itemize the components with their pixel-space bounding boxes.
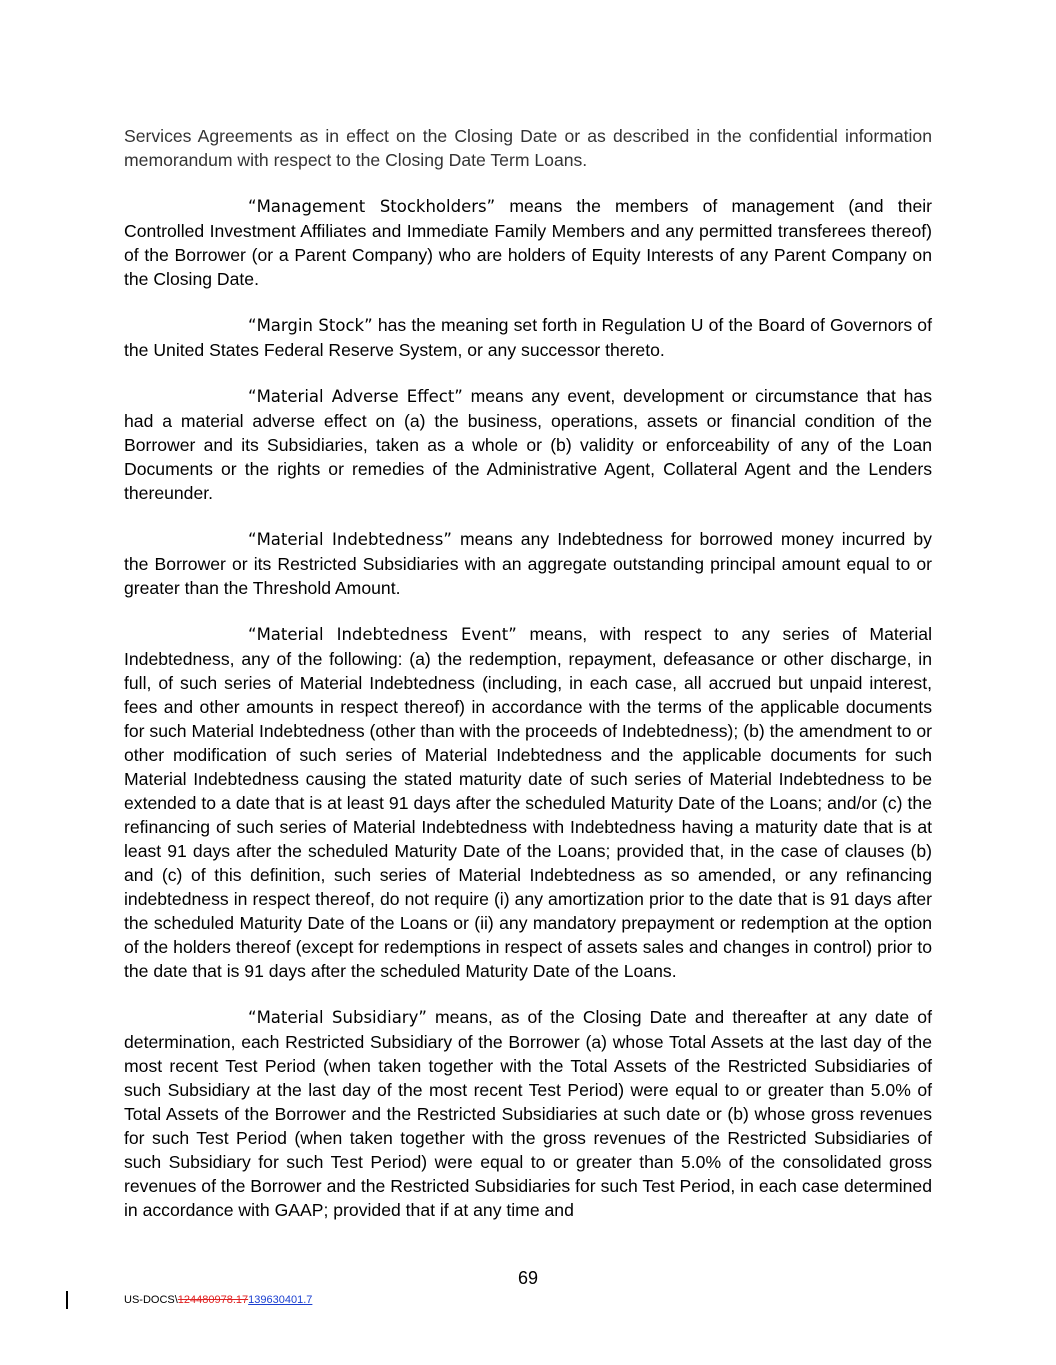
definition-text: means, as of the Closing Date and thereafter at any date of determination, each Restricted Subsidiary of the Borrower (a) whose Total Assets at the last day of the most recent Test Period (when taken together with the Total Assets of the Restricted Subsidiaries of such Subsidiary at the last day of the most recent Test Period) were equal to or greater than 5.0% of Total Assets of the Borrower and the Restricted Subsidiaries at such date or (b) whose gross revenues for such Test Period (when taken together with the gross revenues of the Restricted Subsidiaries of such Subsidiary for such Test Period) were equal to or greater than 5.0% of the consolidated gross revenues of the Borrower and the Restricted Subsidiaries for such Test Period, in each case determined in accordance with GAAP; provided that if at any time and: [124, 1007, 932, 1220]
definition-material-indebtedness-event: [124, 622, 932, 983]
document-id-deleted: 124480978.17: [177, 1294, 249, 1306]
revision-change-bar: [66, 1291, 68, 1309]
definition-material-adverse-effect: [124, 384, 932, 505]
definition-text: means the members of management (and their Controlled Investment Affiliates and Immediate Family Members and any permitted transferees thereof) of the Borrower (or a Parent Company) who are holders of Equity Interests of any Parent Company on the Closing Date.: [124, 196, 932, 289]
document-id-inserted: 139630401.7: [248, 1294, 313, 1306]
definition-margin-stock: [124, 313, 932, 362]
defined-term: “Management Stockholders”: [248, 197, 496, 216]
definition-text: means any Indebtedness for borrowed money incurred by the Borrower or its Restricted Subsidiaries with an aggregate outstanding principal amount equal to or greater than the Threshold Amount.: [124, 529, 932, 598]
defined-term: “Material Adverse Effect”: [248, 387, 463, 406]
page-number: 69: [517, 1268, 539, 1288]
paragraph-continuation: [124, 124, 932, 172]
document-id-footer: [124, 1294, 312, 1306]
definition-material-indebtedness: [124, 527, 932, 600]
definition-management-stockholders: [124, 194, 932, 291]
defined-term: “Margin Stock”: [248, 316, 373, 335]
document-id-prefix: US-DOCS\: [124, 1294, 178, 1306]
defined-term: “Material Indebtedness Event”: [248, 625, 517, 644]
document-body: [124, 124, 932, 1244]
definition-text: means any event, development or circumstance that has had a material adverse effect on (a) the business, operations, assets or financial condition of the Borrower and its Subsidiaries, taken as a whole or (b) validity or enforceability of any of the Loan Documents or the rights or remedies of the Administrative Agent, Collateral Agent and the Lenders thereunder.: [124, 386, 932, 503]
definition-text: means, with respect to any series of Material Indebtedness, any of the following: (a) the redemption, repayment, defeasance or other discharge, in full, of such series of Material Indebtedness (including, in each case, all accrued but unpaid interest, fees and other amounts in respect thereof) in accordance with the terms of the applicable documents for such Material Indebtedness (other than with the proceeds of Indebtedness); (b) the amendment to or other modification of such series of Material Indebtedness and the applicable documents for such Material Indebtedness causing the stated maturity date of such series of Material Indebtedness to be extended to a date that is at least 91 days after the scheduled Maturity Date of the Loans; and/or (c) the refinancing of such series of Material Indebtedness with Indebtedness having a maturity date that is at least 91 days after the scheduled Maturity Date of the Loans; provided that, in the case of clauses (b) and (c) of this definition, such series of Material Indebtedness as so amended, or any refinancing indebtedness in respect thereof, do not require (i) any amortization prior to the date that is 91 days after the scheduled Maturity Date of the Loans or (ii) any mandatory prepayment or redemption at the option of the holders thereof (except for redemptions in respect of assets sales and changes in control) prior to the date that is 91 days after the scheduled Maturity Date of the Loans.: [124, 624, 932, 981]
definition-material-subsidiary: [124, 1005, 932, 1222]
definition-text: has the meaning set forth in Regulation U of the Board of Governors of the United States Federal Reserve System, or any successor thereto.: [124, 315, 932, 360]
paragraph-text: Services Agreements as in effect on the Closing Date or as described in the confidential information memorandum with respect to the Closing Date Term Loans.: [124, 126, 932, 170]
defined-term: “Material Subsidiary”: [248, 1008, 427, 1027]
defined-term: “Material Indebtedness”: [248, 530, 452, 549]
